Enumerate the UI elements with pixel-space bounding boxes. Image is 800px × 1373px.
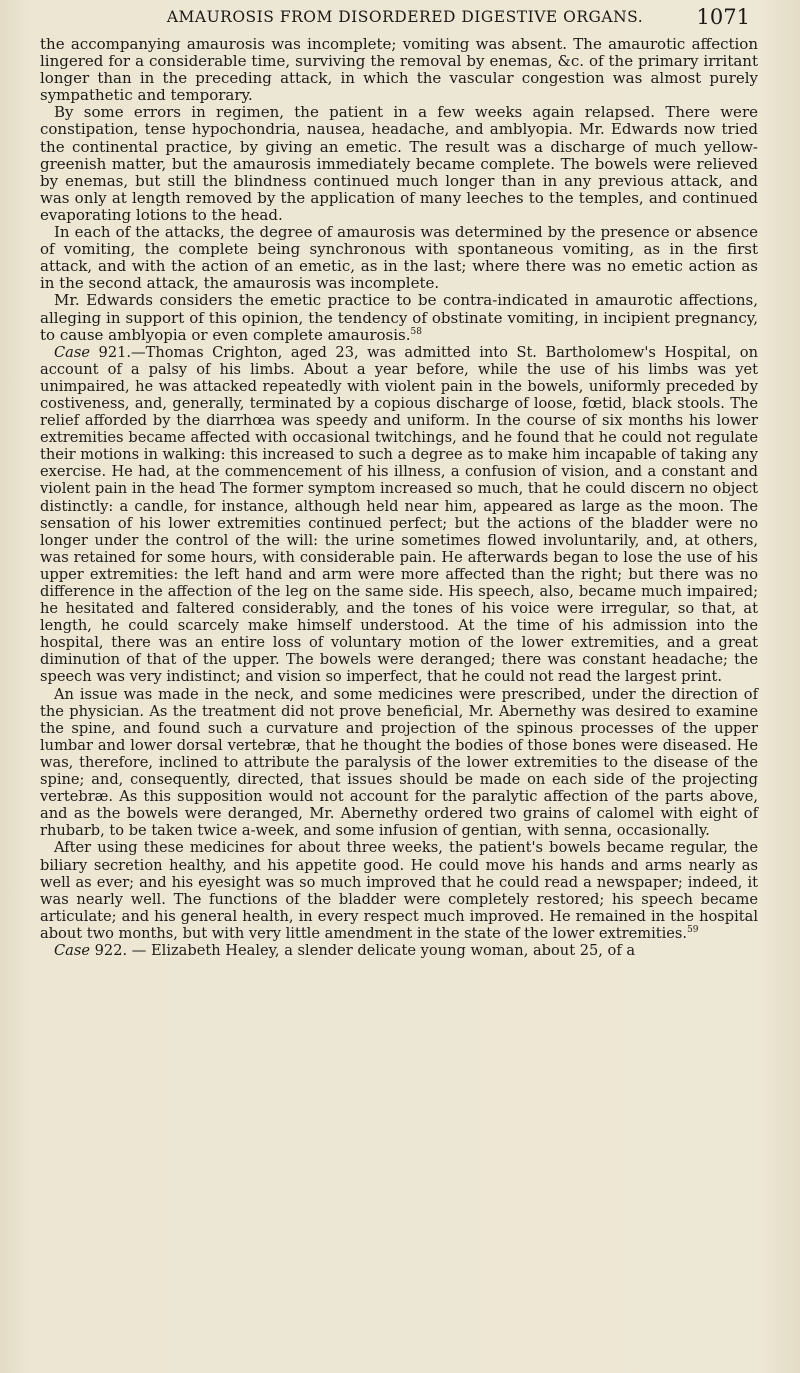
- paragraph-text: 921.—Thomas Crighton, aged 23, was admitted into St. Bartholomew's Hospital, on account of a palsy of his limbs. About a year before, while the use of his limbs was yet unimpaired, he was attacked repeatedly with violent pain in the bowels, uniformly preceded by costiveness, and, generally, terminated by a copious discharge of loose, fœtid, black stools. The relief afforded by the diarrhœa was speedy and uniform. In the course of six months his lower extremities became affected with occasional twitchings, and he found that he could not regulate their motions in walking: this increased to such a degree as to make him incapable of taking any exercise. He had, at the commencement of his illness, a confusion of vision, and a constant and violent pain in the head The former symptom increased so much, that he could discern no object distinctly: a candle, for instance, although held near him, appeared as large as the moon. The sensation of his lower extremities continued perfect; but the actions of the bladder were no longer under the control of the will: the urine sometimes flowed involuntarily, and, at others, was retained for some hours, with considerable pain. He afterwards began to lose the use of his upper extremities: the left hand and arm were more affected than the right; but there was no difference in the affection of the leg on the same side. His speech, also, became much impaired; he hesitated and faltered considerably, and the tones of his voice were irregular, so that, at length, he could scarcely make himself understood. At the time of his admission into the hospital, there was an entire loss of voluntary motion of the lower extremities, and a great diminution of that of the upper. The bowels were deranged; there was constant headache; the speech was very indistinct; and vision so imperfect, that he could not read the largest print.: [40, 343, 758, 686]
- paragraph: [40, 686, 758, 840]
- body-text: [40, 36, 758, 959]
- paragraph-text: Mr. Edwards considers the emetic practice to be contra-indicated in amaurotic affections, alleging in support of this opinion, the tendency of obstinate vomiting, in incipient pregnancy, to cause amblyopia or even complete amaurosis.: [40, 291, 758, 344]
- page-header: [60, 5, 750, 30]
- paragraph-text: 922. — Elizabeth Healey, a slender delicate young woman, about 25, of a: [90, 941, 636, 959]
- paragraph: [40, 36, 758, 104]
- case-label: Case: [54, 941, 90, 959]
- case-label: Case: [54, 343, 90, 361]
- paragraph: [40, 292, 758, 343]
- case-paragraph: [40, 942, 758, 959]
- paragraph-text: An issue was made in the neck, and some medicines were prescribed, under the direction of the physician. As the treatment did not prove beneficial, Mr. Abernethy was desired to examine the spine, and found such a curvature and projection of the spinous processes of the upper lumbar and lower dorsal vertebræ, that he thought the bodies of those bones were diseased. He was, therefore, inclined to attribute the paralysis of the lower extremities to the disease of the spine; and, consequently, directed, that issues should be made on each side of the projecting vertebræ. As this supposition would not account for the paralytic affection of the parts above, and as the bowels were deranged, Mr. Abernethy ordered two grains of calomel with eight of rhubarb, to be taken twice a-week, and some infusion of gentian, with senna, occasionally.: [40, 685, 758, 840]
- footnote-ref: 58: [410, 326, 422, 337]
- paragraph-text: the accompanying amaurosis was incomplete; vomiting was absent. The amaurotic affection lingered for a considerable time, surviving the removal by enemas, &c. of the primary irritant longer than in the preceding attack, in which the vascular congestion was almost purely sympathetic and temporary.: [40, 35, 758, 105]
- paragraph-text: By some errors in regimen, the patient in a few weeks again relapsed. There were constipation, tense hypochondria, nausea, headache, and amblyopia. Mr. Edwards now tried the continental practice, by giving an emetic. The result was a discharge of much yellow-greenish matter, but the amaurosis immediately became complete. The bowels were relieved by enemas, but still the blindness continued much longer than in any previous attack, and was only at length removed by the application of many leeches to the temples, and continued evaporating lotions to the head.: [40, 103, 758, 224]
- case-paragraph: [40, 344, 758, 686]
- paragraph: [40, 224, 758, 292]
- paragraph-text: After using these medicines for about three weeks, the patient's bowels became regular, the biliary secretion healthy, and his appetite good. He could move his hands and arms nearly as well as ever; and his eyesight was so much improved that he could read a newspaper; indeed, it was nearly well. The functions of the bladder were completely restored; his speech became articulate; and his general health, in every respect much improved. He remained in the hospital about two months, but with very little amendment in the state of the lower extremities.: [40, 839, 758, 942]
- paragraph: [40, 839, 758, 942]
- paragraph-text: In each of the attacks, the degree of amaurosis was determined by the presence or absence of vomiting, the complete being synchronous with spontaneous vomiting, as in the first attack, and with the action of an emetic, as in the last; where there was no emetic action as in the second attack, the amaurosis was incomplete.: [40, 223, 758, 293]
- page-number: 1071: [696, 5, 750, 29]
- running-head: AMAUROSIS FROM DISORDERED DIGESTIVE ORGANS.: [166, 8, 644, 26]
- footnote-ref: 59: [687, 925, 699, 936]
- paragraph: [40, 104, 758, 224]
